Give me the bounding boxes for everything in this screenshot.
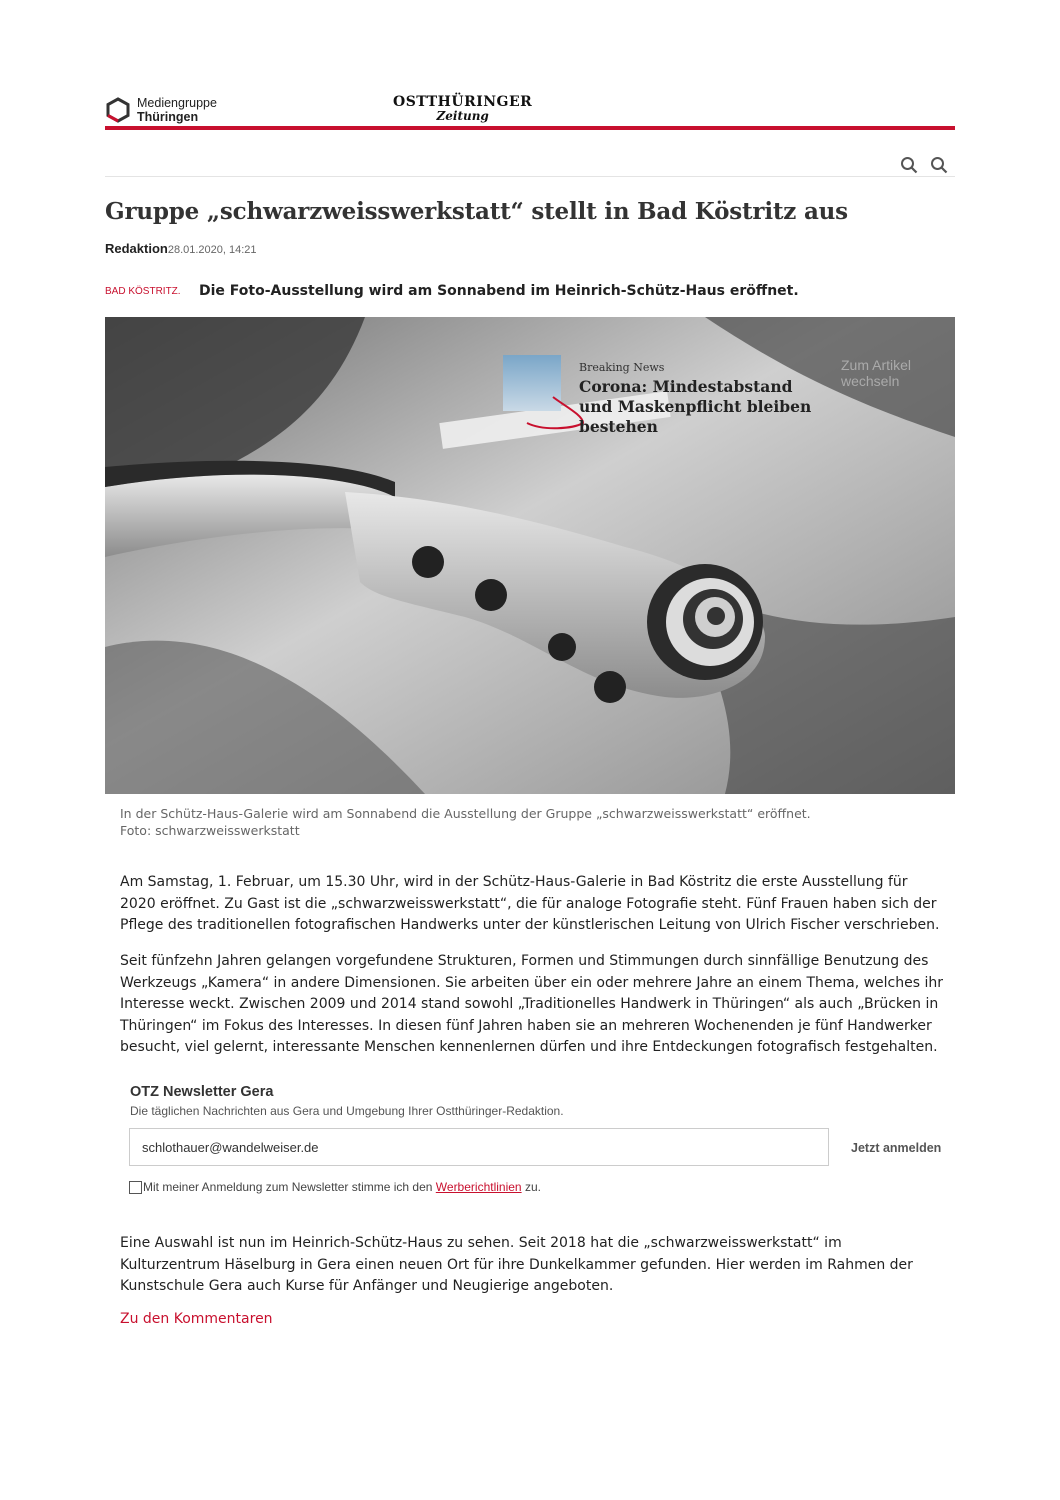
article-photo[interactable]: [105, 317, 955, 794]
breaking-news-label: Breaking News: [579, 361, 665, 374]
newspaper-name-line1: OSTTHÜRINGER: [393, 94, 533, 110]
comments-link[interactable]: Zu den Kommentaren: [120, 1311, 273, 1327]
article-location: BAD KÖSTRITZ.: [105, 286, 181, 297]
article-paragraph-3: Eine Auswahl ist nun im Heinrich-Schütz-Haus zu sehen. Seit 2018 hat die „schwarzweisswerkstatt“ im Kulturzentrum Häselburg in Gera einen neuen Ort für ihre Dunkelkammer gefunden. Hier werden im Rahmen der Kunstschule Gera auch Kurse für Anfänger und Neugierige angeboten.: [120, 1235, 913, 1294]
header-accent-line: [105, 126, 955, 130]
ad-guidelines-link[interactable]: Werberichtlinien: [435, 1180, 522, 1194]
search-icon[interactable]: [930, 156, 948, 174]
article-lead: [105, 282, 955, 300]
newsletter-subtitle: Die täglichen Nachrichten aus Gera und Umgebung Ihrer Ostthüringer-Redaktion.: [130, 1104, 564, 1118]
site-header: [105, 92, 955, 130]
newsletter-consent: [129, 1180, 541, 1194]
consent-checkbox[interactable]: [129, 1181, 142, 1194]
newsletter-title: OTZ Newsletter Gera: [130, 1084, 274, 1100]
consent-text-suffix: zu.: [521, 1180, 541, 1194]
article-title: Gruppe „schwarzweisswerkstatt“ stellt in Bad Köstritz aus: [105, 198, 848, 225]
divider: [105, 176, 955, 177]
article-meta: [105, 241, 257, 256]
newspaper-name-line2: Zeitung: [436, 109, 489, 123]
consent-text-prefix: Mit meiner Anmeldung zum Newsletter stimme ich den: [143, 1180, 436, 1194]
newsletter-subscribe-button[interactable]: Jetzt anmelden: [851, 1141, 942, 1155]
newspaper-logo[interactable]: [393, 95, 532, 122]
switch-article-link[interactable]: Zum Artikel wechseln: [841, 357, 912, 389]
header-actions: [900, 156, 948, 174]
breaking-news-headline[interactable]: Corona: Mindestabstand und Maskenpflicht bleiben bestehen: [579, 377, 812, 436]
photo-caption: [120, 805, 940, 839]
publisher-name-line2: Thüringen: [137, 110, 199, 124]
article-paragraph-1: Am Samstag, 1. Februar, um 15.30 Uhr, wird in der Schütz-Haus-Galerie in Bad Köstritz die erste Ausstellung für 2020 eröffnet. Zu Gast ist die „schwarzweisswerkstatt“, die für analoge Fotografie steht. Fünf Frauen haben sich der Pflege des traditionellen fotografischen Handwerks unter der künstlerischen Leitung von Ulrich Fischer verschrieben.: [120, 874, 940, 933]
photo-credit: Foto: schwarzweisswerkstatt: [120, 823, 300, 838]
hexagon-logo-icon: [105, 97, 131, 123]
search-icon[interactable]: [900, 156, 918, 174]
article-date: 28.01.2020, 14:21: [167, 244, 257, 256]
article-author[interactable]: Redaktion: [105, 241, 168, 256]
publisher-logo[interactable]: [105, 96, 217, 124]
publisher-name-line1: Mediengruppe: [137, 96, 217, 110]
photo-caption-text: In der Schütz-Haus-Galerie wird am Sonnabend die Ausstellung der Gruppe „schwarzweisswerkstatt“ eröffnet.: [120, 806, 811, 821]
breaking-news-overlay[interactable]: [503, 355, 833, 445]
article-teaser: Die Foto-Ausstellung wird am Sonnabend im Heinrich-Schütz-Haus eröffnet.: [199, 283, 799, 299]
newsletter-email-input[interactable]: schlothauer@wandelweiser.de: [129, 1128, 829, 1166]
article-paragraph-2: Seit fünfzehn Jahren gelangen vorgefundene Strukturen, Formen und Stimmungen durch sinnfällige Benutzung des Werkzeugs „Kamera“ in andere Dimensionen. Sie arbeiten über ein oder mehrere Jahre an einem Thema, welches ihr Interesse weckt. Zwischen 2009 und 2014 stand sowohl „Traditionelles Handwerk in Thüringen“ als auch „Brücken in Thüringen“ im Fokus des Interesses. In diesen fünf Jahren haben sie an mehreren Wochenenden je fünf Handwerker besucht, viel gelernt, interessante Menschen kennenlernen dürfen und ihre Entdeckungen fotografisch festgehalten.: [120, 953, 943, 1055]
